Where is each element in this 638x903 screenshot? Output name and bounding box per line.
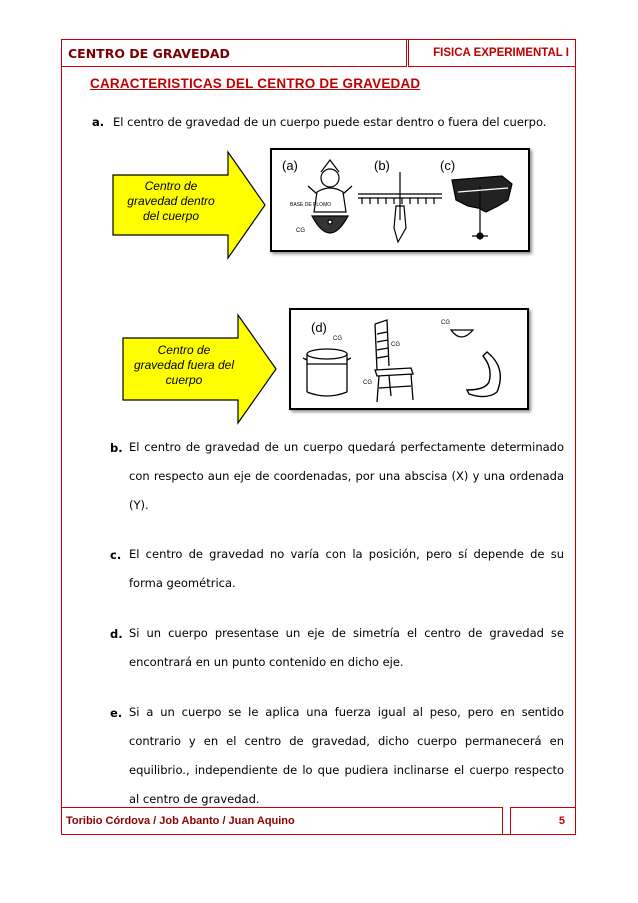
item-a-label: a. — [92, 115, 105, 129]
figure-inside-body — [270, 148, 530, 252]
header-right-box — [408, 39, 576, 67]
map-stand-icon — [452, 176, 512, 239]
item-c-label: c. — [110, 548, 122, 562]
figure-outside-drawing — [291, 310, 527, 408]
arrow-outside-line-1: Centro de — [157, 343, 211, 357]
arrow-inside-line-1: Centro de — [144, 179, 198, 193]
page-number: 5 — [558, 815, 565, 827]
header-right-text: FISICA EXPERIMENTAL I — [433, 47, 569, 59]
item-e-text: Si a un cuerpo se le aplica una fuerza igual al peso, pero en sentido contrario y en el centro de gravedad, dicho cuerpo permanecerá en equilibrio., independiente de lo que pudiera inclinarse el cuerpo respecto al centro de gravedad. — [129, 705, 564, 806]
footer-authors-box — [61, 807, 503, 835]
fig2-label-d: (d) — [311, 320, 327, 335]
fig1-small-cg: CG — [296, 228, 305, 234]
arrow-inside-line-2: gravedad dentro — [127, 194, 215, 208]
arrow-inside-line-3: del cuerpo — [142, 209, 200, 223]
figure-inside-drawing — [272, 150, 528, 250]
arrow-outside-line-3: cuerpo — [165, 373, 203, 387]
item-b-text: El centro de gravedad de un cuerpo quedará perfectamente determinado con respecto aun eje de coordenadas, por una abscisa (X) y una ordenada (Y). — [129, 440, 564, 512]
clown-toy-icon — [308, 160, 352, 233]
section-title: CARACTERISTICAS DEL CENTRO DE GRAVEDAD — [90, 76, 421, 91]
header-left-text: CENTRO DE GRAVEDAD — [68, 46, 230, 61]
fig1-label-b: (b) — [374, 158, 390, 173]
arrow-outside-line-2: gravedad fuera del — [133, 358, 235, 372]
item-d-text: Si un cuerpo presentase un eje de simetría el centro de gravedad se encontrará en un punto contenido en dicho eje. — [129, 626, 564, 669]
fig2-small-cg-3: CG — [363, 380, 372, 386]
pot-icon — [303, 349, 351, 396]
fig2-small-cg-4: CG — [441, 320, 450, 326]
fig1-label-c: (c) — [440, 158, 456, 173]
fig1-small-base: BASE DE PLOMO — [290, 202, 332, 208]
footer-page-box — [510, 807, 576, 835]
chair-icon — [375, 320, 413, 402]
fig2-small-cg-2: CG — [391, 342, 400, 348]
arrow-outside-label — [121, 343, 247, 388]
fig2-small-cg-1: CG — [333, 336, 342, 342]
item-c-text: El centro de gravedad no varía con la posición, pero sí depende de su forma geométrica. — [129, 547, 564, 590]
boomerang-icon — [467, 352, 500, 397]
arrow-inside-label — [113, 179, 229, 224]
footer-authors: Toribio Córdova / Job Abanto / Juan Aquino — [66, 815, 295, 827]
ruler-balance-icon — [358, 172, 442, 242]
bowl-icon — [441, 320, 473, 337]
fig1-label-a: (a) — [282, 158, 298, 173]
figure-outside-body — [289, 308, 529, 410]
item-d-label: d. — [110, 627, 123, 641]
item-b-label: b. — [110, 441, 123, 455]
item-a-text: El centro de gravedad de un cuerpo puede estar dentro o fuera del cuerpo. — [113, 115, 547, 129]
header-left-box — [61, 39, 407, 67]
item-e-label: e. — [110, 706, 123, 720]
